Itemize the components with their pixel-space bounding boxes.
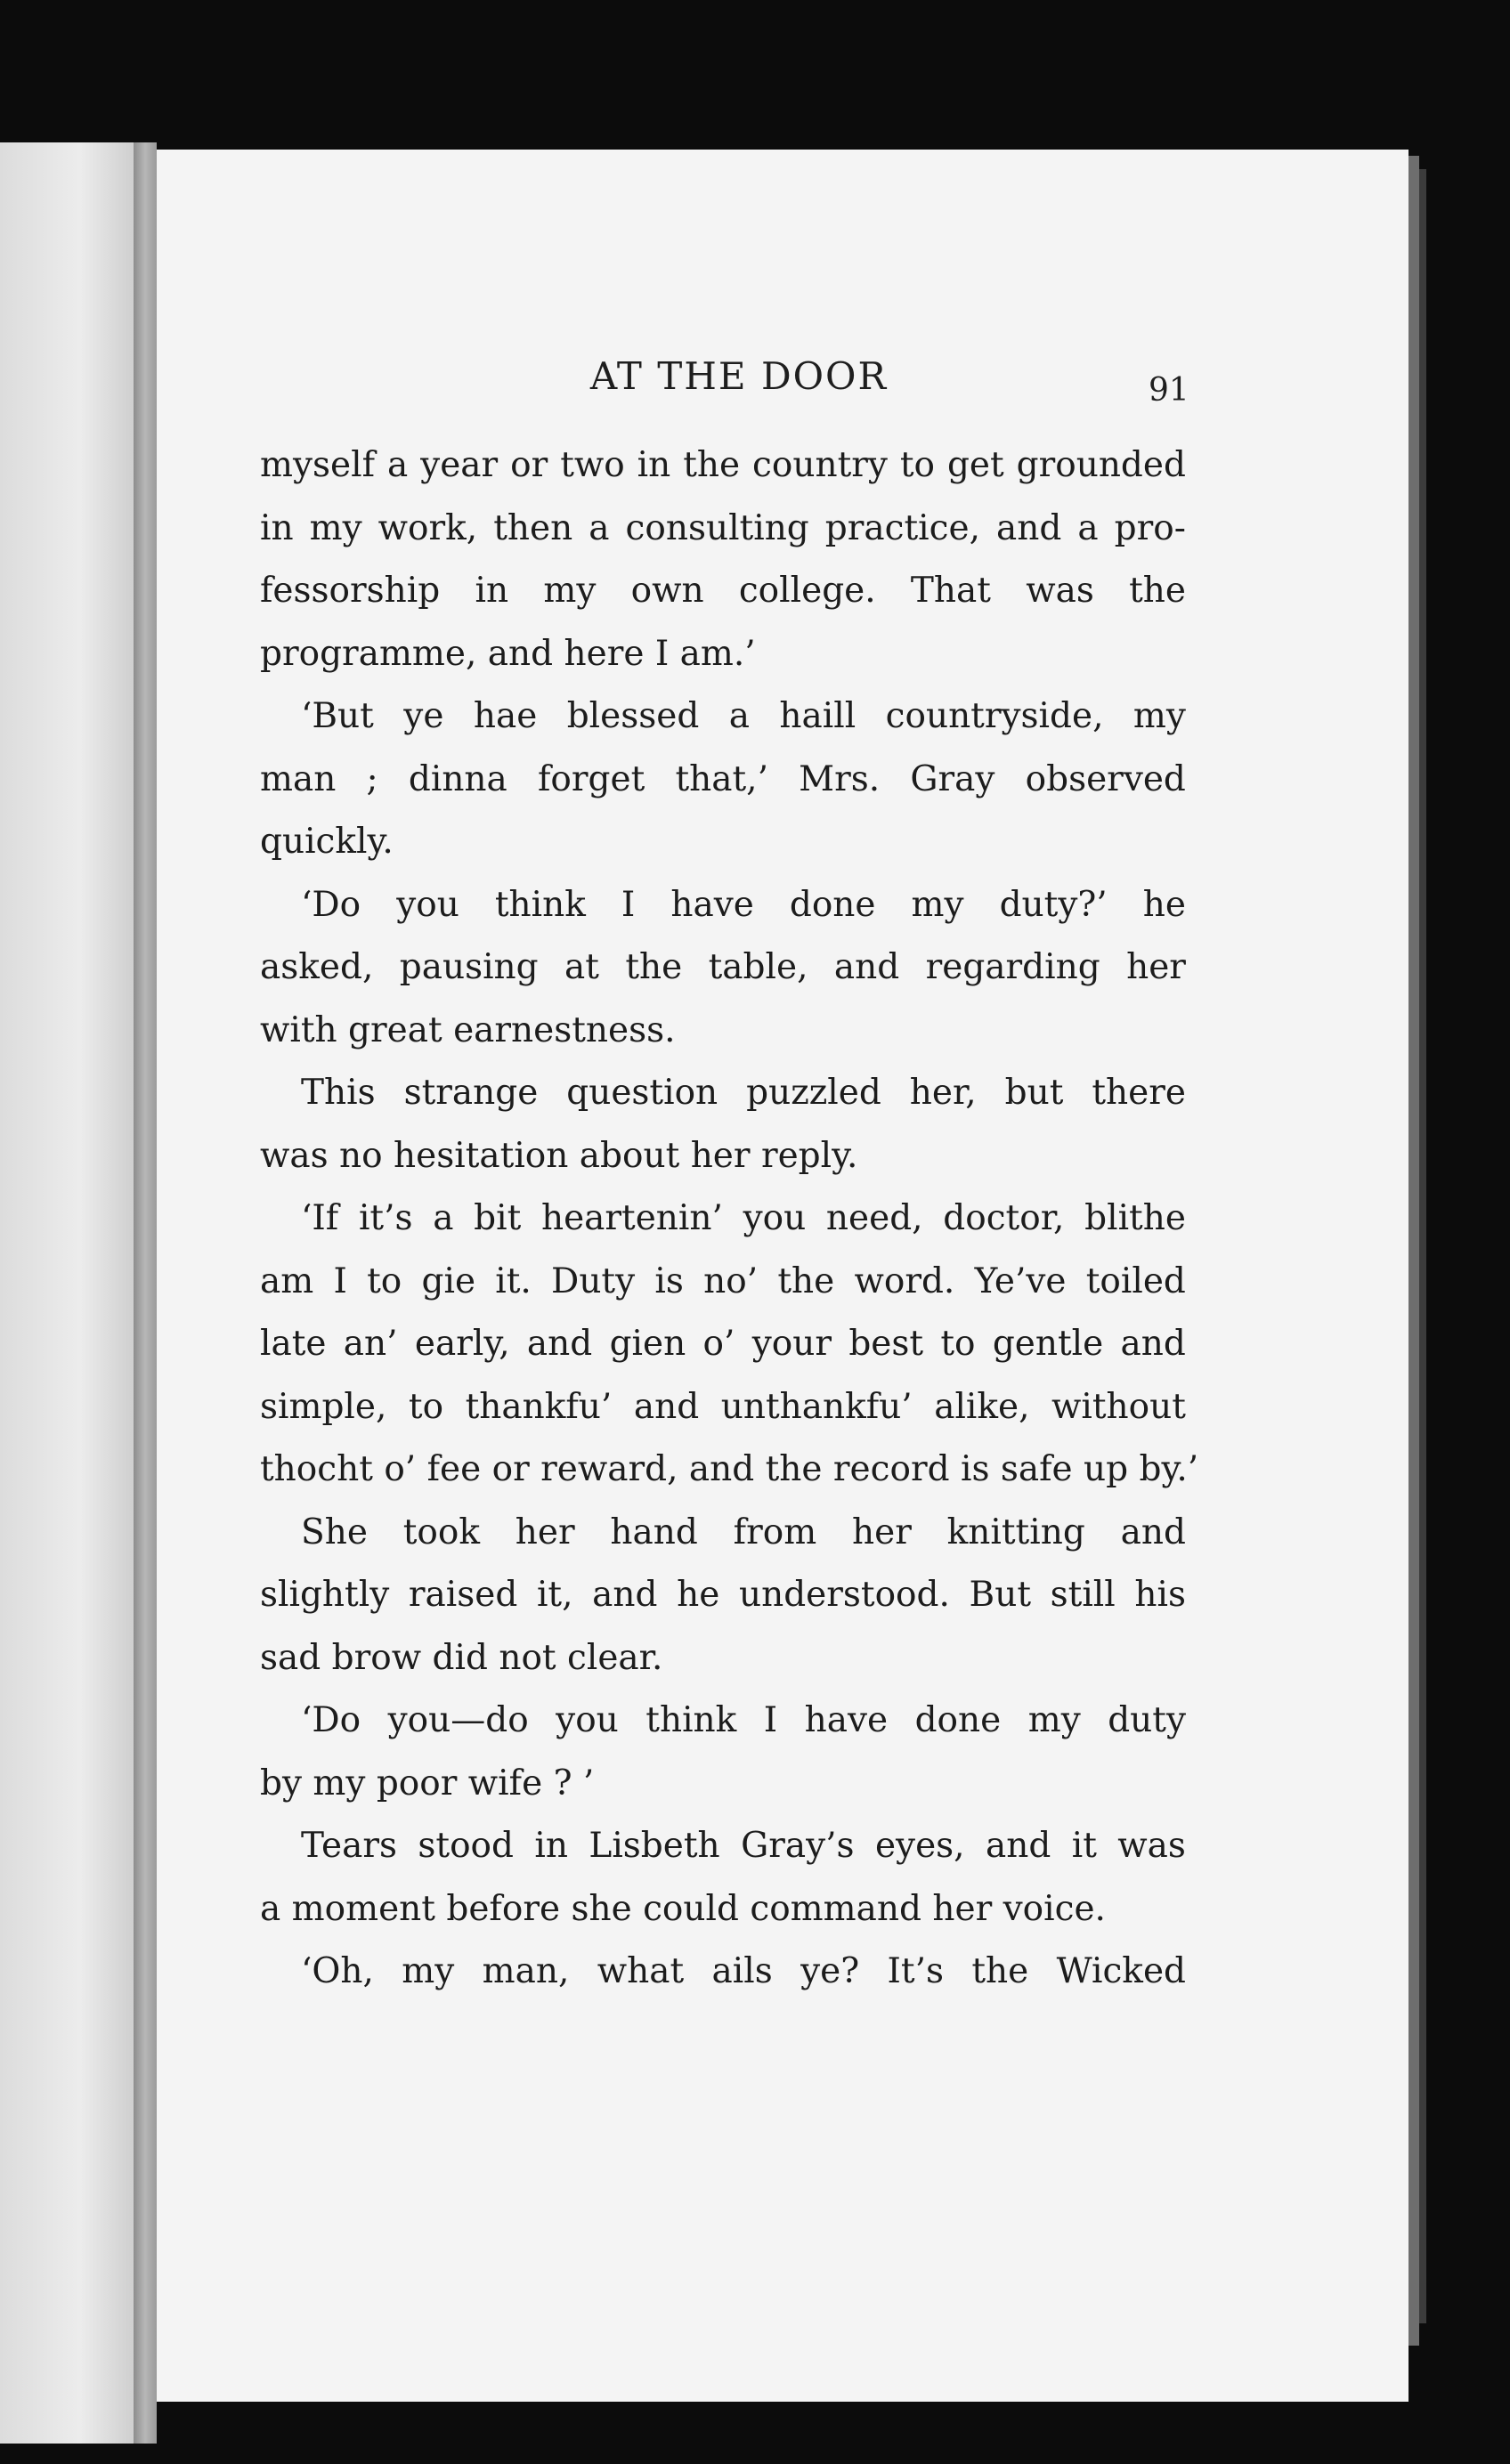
text-word: and [1120, 1512, 1186, 1552]
text-word: to [367, 1260, 402, 1301]
text-word: your [751, 1324, 832, 1364]
text-line [260, 1690, 1186, 1753]
text-word: a [728, 696, 750, 736]
text-word: work, [378, 507, 478, 548]
text-word: and [526, 1324, 593, 1364]
text-line [260, 936, 1186, 1000]
text-word: and [995, 507, 1062, 548]
text-word: ye [403, 696, 444, 736]
text-word: my [402, 1951, 455, 1991]
text-line [260, 560, 1186, 623]
text-word: in [475, 571, 509, 611]
text-word: man [260, 758, 337, 799]
text-word: Gray’s [741, 1826, 855, 1866]
text-word: did [432, 1637, 499, 1678]
text-word: her, [909, 1073, 977, 1113]
text-word: to [899, 445, 936, 485]
text-word: poor [376, 1763, 468, 1803]
text-word: could [643, 1888, 751, 1929]
text-line [260, 1187, 1186, 1251]
text-word: her [515, 1512, 575, 1552]
text-word: he [1142, 884, 1186, 925]
text-word: was [260, 1135, 340, 1176]
text-word: a [433, 1198, 454, 1238]
text-word: my [309, 507, 362, 548]
text-word: the [1129, 571, 1186, 611]
text-word: and [833, 947, 900, 987]
text-word: alike, [934, 1386, 1030, 1427]
text-word: regarding [925, 947, 1100, 987]
text-word: consulting [625, 507, 809, 548]
text-word: o’ [384, 1449, 427, 1489]
text-word: Ye’ve [974, 1260, 1067, 1301]
text-word: hae [473, 696, 538, 736]
text-line [260, 1627, 1186, 1690]
text-word: the [625, 947, 683, 987]
text-word: ‘But [301, 696, 374, 736]
text-word: hand [610, 1512, 698, 1552]
text-word: Lisbeth [589, 1826, 720, 1866]
text-word: question [566, 1073, 718, 1113]
text-word: an’ [343, 1324, 398, 1364]
text-word: her [1126, 947, 1186, 987]
text-word: by.’ [1139, 1449, 1199, 1489]
text-line [260, 749, 1186, 812]
text-word: think [494, 884, 586, 925]
text-line [260, 685, 1186, 749]
text-word: my [313, 1763, 377, 1803]
text-line [260, 811, 1186, 874]
text-word: in [260, 507, 294, 548]
text-word: moment [291, 1888, 447, 1929]
text-word: am [260, 1260, 314, 1301]
text-word: ‘Do [301, 884, 361, 925]
text-word: She [301, 1512, 368, 1552]
text-word: record [832, 1449, 961, 1489]
text-word: gie [421, 1260, 476, 1301]
text-word: ‘If [301, 1198, 339, 1238]
text-word: year [420, 445, 499, 485]
text-word: he [677, 1575, 720, 1615]
text-word: then [493, 507, 573, 548]
text-word: asked, [260, 947, 374, 987]
text-word: early, [414, 1324, 510, 1364]
text-word: understood. [738, 1575, 950, 1615]
text-word: duty [1108, 1700, 1186, 1740]
text-word: This [301, 1073, 376, 1113]
text-word: and [487, 633, 564, 674]
text-word: you [743, 1198, 807, 1238]
text-word: his [1134, 1575, 1186, 1615]
text-word: I [763, 1700, 778, 1740]
text-word: own [630, 571, 704, 611]
text-line [260, 623, 1186, 686]
text-word: stood [418, 1826, 515, 1866]
text-word: and [985, 1826, 1051, 1866]
text-word: late [260, 1324, 327, 1364]
text-word: to [940, 1324, 976, 1364]
text-word: my [911, 884, 964, 925]
text-word: gentle [992, 1324, 1104, 1364]
text-word: voice. [1003, 1888, 1106, 1929]
text-word: and [633, 1386, 700, 1427]
text-word: forget [538, 758, 645, 799]
text-word: table, [708, 947, 808, 987]
text-word: raised [408, 1575, 518, 1615]
text-word: was [1026, 571, 1094, 611]
text-word: country [752, 445, 888, 485]
text-word: was [1117, 1826, 1186, 1866]
text-word: programme, [260, 633, 488, 674]
text-word: myself [260, 445, 376, 485]
text-word: and [688, 1449, 766, 1489]
text-word: fessorship [260, 571, 441, 611]
text-word: it. [495, 1260, 532, 1301]
text-word: o’ [702, 1324, 735, 1364]
text-word: is [960, 1449, 1001, 1489]
text-line [260, 1251, 1186, 1314]
text-word: countryside, [885, 696, 1104, 736]
text-word: my [1027, 1700, 1081, 1740]
text-word: a [386, 445, 409, 485]
text-word: hesitation [394, 1135, 580, 1176]
text-word: with [260, 1009, 349, 1050]
text-word: gien [609, 1324, 686, 1364]
text-word: fee [426, 1449, 492, 1489]
text-word: ? [553, 1763, 583, 1803]
text-word: word. [854, 1260, 955, 1301]
text-word: my [1132, 696, 1186, 736]
text-word: before [446, 1888, 572, 1929]
text-word: but [1004, 1073, 1064, 1113]
text-line [260, 874, 1186, 937]
text-word: a [1077, 507, 1099, 548]
text-line [260, 1439, 1199, 1502]
text-word: you [396, 884, 459, 925]
text-word: strange [403, 1073, 539, 1113]
text-word: pausing [399, 947, 539, 987]
text-word: ’ [582, 1763, 595, 1803]
text-word: doctor, [943, 1198, 1065, 1238]
text-word: about [579, 1135, 691, 1176]
text-word: the [777, 1260, 835, 1301]
text-line [260, 1125, 1186, 1188]
text-word: it, [536, 1575, 573, 1615]
text-word: Wicked [1056, 1951, 1186, 1991]
text-word: in [637, 445, 671, 485]
text-word: a [260, 1888, 292, 1929]
text-word: reward, [540, 1449, 689, 1489]
text-word: grounded [1016, 445, 1186, 485]
text-word: practice, [824, 507, 980, 548]
text-word: my [543, 571, 597, 611]
text-word: at [564, 947, 599, 987]
text-word: ails [711, 1951, 773, 1991]
text-word: have [670, 884, 754, 925]
text-word: no [339, 1135, 394, 1176]
text-word: Mrs. [799, 758, 881, 799]
text-word: puzzled [746, 1073, 881, 1113]
text-word: you [556, 1700, 619, 1740]
text-word: here [564, 633, 655, 674]
text-word: am.’ [679, 633, 756, 674]
text-word: still [1050, 1575, 1116, 1615]
text-word: best [848, 1324, 924, 1364]
text-line [260, 1753, 1186, 1816]
text-word: you—do [387, 1700, 529, 1740]
text-word: thankfu’ [465, 1386, 613, 1427]
text-word: knitting [946, 1512, 1085, 1552]
text-word: think [645, 1700, 737, 1740]
text-word: get [946, 445, 1004, 485]
text-word: brow [331, 1637, 433, 1678]
text-line [260, 498, 1186, 561]
text-word: pro- [1114, 507, 1186, 548]
text-word: bit [474, 1198, 522, 1238]
text-line [260, 1502, 1186, 1565]
text-word: that,’ [675, 758, 768, 799]
text-word: sad [260, 1637, 332, 1678]
text-word: took [402, 1512, 480, 1552]
text-word: observed [1025, 758, 1186, 799]
text-word: college. [738, 571, 876, 611]
text-word: ye? [800, 1951, 860, 1991]
text-word: the [971, 1951, 1029, 1991]
text-word: from [733, 1512, 817, 1552]
text-word: what [597, 1951, 685, 1991]
text-word: quickly. [260, 822, 394, 862]
text-line [260, 1941, 1186, 2004]
text-word: I [621, 884, 636, 925]
text-word: heartenin’ [540, 1198, 723, 1238]
text-word: wife [467, 1763, 554, 1803]
text-word: I [333, 1260, 347, 1301]
text-word: ‘Oh, [301, 1951, 374, 1991]
text-word: command [750, 1888, 933, 1929]
text-word: blithe [1084, 1198, 1186, 1238]
text-word: there [1092, 1073, 1186, 1113]
left-page-edge [0, 142, 134, 2444]
page-edge-shadow [1419, 169, 1426, 2323]
text-word: by [260, 1763, 313, 1803]
text-word: up [1084, 1449, 1140, 1489]
text-line [260, 1815, 1186, 1878]
text-word: Gray [910, 758, 995, 799]
text-word: That [910, 571, 991, 611]
text-word: blessed [566, 696, 700, 736]
text-word: haill [779, 696, 856, 736]
text-word: thocht [260, 1449, 385, 1489]
text-word: not [499, 1637, 567, 1678]
book-gutter [134, 142, 157, 2444]
text-word: eyes, [874, 1826, 965, 1866]
text-word: or [510, 445, 548, 485]
text-word: or [491, 1449, 541, 1489]
page-edge [1409, 156, 1419, 2346]
text-word: it’s [358, 1198, 413, 1238]
text-word: unthankfu’ [720, 1386, 913, 1427]
text-word: ‘Do [301, 1700, 361, 1740]
text-word: ; [366, 758, 378, 799]
text-word: her [932, 1888, 1003, 1929]
text-word: and [1120, 1324, 1186, 1364]
text-word: It’s [887, 1951, 944, 1991]
text-word: reply. [760, 1135, 858, 1176]
text-word: have [804, 1700, 889, 1740]
text-word: she [571, 1888, 644, 1929]
text-word: done [914, 1700, 1002, 1740]
text-word: her [690, 1135, 761, 1176]
text-word: Duty [551, 1260, 636, 1301]
text-word: is [654, 1260, 684, 1301]
text-word: a [589, 507, 610, 548]
text-line [260, 1878, 1186, 1941]
text-word: to [408, 1386, 444, 1427]
text-word: her [852, 1512, 912, 1552]
text-word: two [560, 445, 625, 485]
text-line [260, 1062, 1186, 1125]
text-word: But [969, 1575, 1031, 1615]
text-word: dinna [408, 758, 507, 799]
text-word: safe [1000, 1449, 1084, 1489]
running-head: AT THE DOOR [589, 354, 889, 398]
text-word: and [592, 1575, 658, 1615]
text-word: man, [482, 1951, 570, 1991]
text-line [260, 1564, 1186, 1627]
text-word: the [683, 445, 741, 485]
page-number: 91 [1149, 372, 1189, 409]
text-word: Tears [301, 1826, 397, 1866]
text-word: I [654, 633, 680, 674]
text-word: without [1051, 1386, 1186, 1427]
text-word: in [534, 1826, 569, 1866]
text-word: need, [825, 1198, 923, 1238]
text-word: great [348, 1009, 454, 1050]
text-word: slightly [260, 1575, 390, 1615]
text-line [260, 1376, 1186, 1439]
text-line [260, 1313, 1186, 1376]
text-word: no’ [703, 1260, 759, 1301]
text-word: clear. [567, 1637, 663, 1678]
text-word: earnestness. [453, 1009, 676, 1050]
text-word: toiled [1085, 1260, 1186, 1301]
text-word: simple, [260, 1386, 387, 1427]
text-line [260, 1000, 1186, 1063]
text-word: the [765, 1449, 833, 1489]
body-text [260, 434, 1199, 2004]
text-word: it [1071, 1826, 1097, 1866]
text-word: duty?’ [999, 884, 1108, 925]
text-line [260, 434, 1186, 498]
text-word: done [789, 884, 876, 925]
